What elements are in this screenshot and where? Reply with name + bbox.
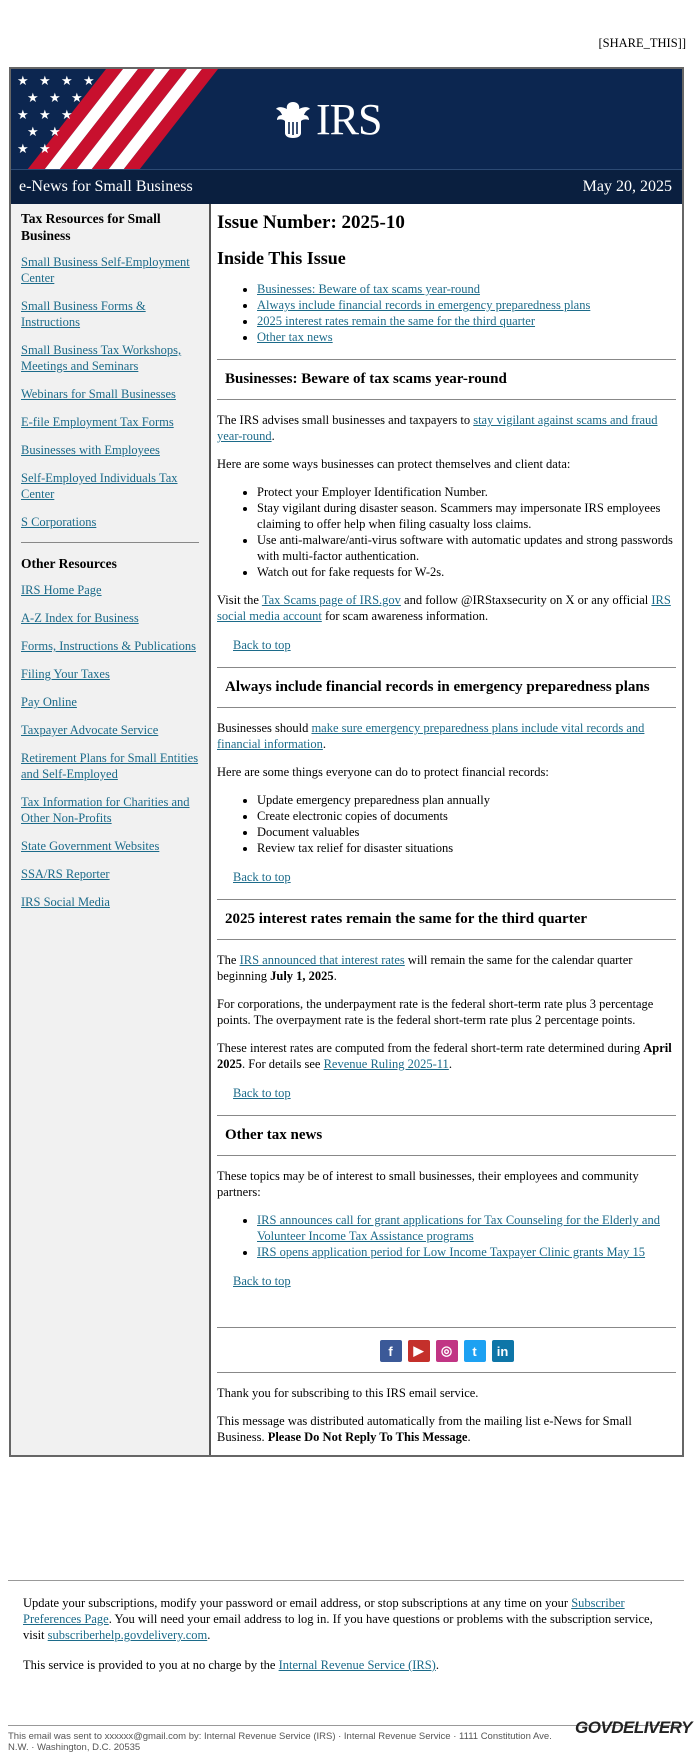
paragraph: Update your subscriptions, modify your password or email address, or stop subscriptions at any time on your Subscriber Preferences Page. You will need your email address to log in. If you have questions or problems with the subscription service, visit subscriberhelp.govdelivery.com. [23, 1596, 653, 1642]
svg-text:★: ★ [71, 91, 83, 106]
svg-text:★: ★ [27, 91, 39, 106]
news-link[interactable]: IRS announces call for grant applications for Tax Counseling for the Elderly and Volunteer Income Tax Assistance programs [257, 1213, 660, 1243]
paragraph: Businesses should make sure emergency preparedness plans include vital records and financial information. [217, 721, 645, 751]
twitter-icon[interactable]: t [464, 1340, 486, 1362]
sidebar-link[interactable]: Self-Employed Individuals Tax Center [21, 471, 178, 501]
svg-text:★: ★ [49, 125, 61, 140]
sidebar-link[interactable]: Webinars for Small Businesses [21, 387, 176, 401]
list-item: • Review tax relief for disaster situations [257, 840, 676, 856]
sidebar-divider [21, 542, 199, 543]
email-disclaimer: This email was sent to xxxxxx@gmail.com by: Internal Revenue Service (IRS) · Internal Revenue Service · 1111 Constitution Ave. N.W. · Washington, D.C. 20535 [8, 1725, 684, 1753]
revenue-ruling-link[interactable]: Revenue Ruling 2025-11 [323, 1057, 449, 1071]
title-bar [11, 169, 682, 204]
section-heading: Businesses: Beware of tax scams year-round [217, 360, 676, 400]
svg-text:★: ★ [61, 108, 73, 123]
govdelivery-logo[interactable]: GOVDELIVERY [575, 1718, 692, 1737]
toc-link[interactable]: Always include financial records in emergency preparedness plans [257, 298, 591, 312]
sidebar-link[interactable]: Forms, Instructions & Publications [21, 639, 196, 653]
sidebar-link[interactable]: Taxpayer Advocate Service [21, 723, 159, 737]
sidebar-link[interactable]: S Corporations [21, 515, 97, 529]
instagram-icon[interactable]: ◎ [436, 1340, 458, 1362]
irs-logo [274, 95, 382, 144]
news-list [217, 1212, 676, 1260]
social-icons [217, 1328, 676, 1372]
sidebar-link[interactable]: IRS Social Media [21, 895, 110, 909]
sidebar-link[interactable]: Tax Information for Charities and Other Non-Profits [21, 795, 190, 825]
bullet-list [217, 484, 676, 580]
toc-link[interactable]: Other tax news [257, 330, 333, 344]
back-to-top-link[interactable]: Back to top [233, 638, 291, 652]
distribution-notice: This message was distributed automatically from the mailing list e-News for Small Business. Please Do Not Reply To This Message. [217, 1414, 632, 1444]
svg-text:★: ★ [17, 108, 29, 123]
sidebar-link[interactable]: E-file Employment Tax Forms [21, 415, 174, 429]
svg-text:★: ★ [39, 74, 51, 89]
bullet-list [217, 792, 676, 856]
list-item: • Document valuables [257, 824, 676, 840]
tax-scams-link[interactable]: Tax Scams page of IRS.gov [261, 593, 401, 607]
paragraph: The IRS announced that interest rates will remain the same for the calendar quarter beginning July 1, 2025. [217, 953, 633, 983]
back-to-top-link[interactable]: Back to top [233, 870, 291, 884]
toc-link[interactable]: Businesses: Beware of tax scams year-round [257, 282, 480, 296]
youtube-icon[interactable]: ▶ [408, 1340, 430, 1362]
section-heading: Always include financial records in emergency preparedness plans [217, 668, 676, 708]
eagle-icon [274, 100, 312, 140]
sidebar-link[interactable]: State Government Websites [21, 839, 160, 853]
svg-text:★: ★ [49, 91, 61, 106]
newsletter-container [9, 67, 684, 1457]
paragraph: Here are some ways businesses can protect themselves and client data: [217, 457, 571, 471]
preparedness-link[interactable]: make sure emergency preparedness plans include vital records and financial information [217, 721, 645, 751]
toc-link[interactable]: 2025 interest rates remain the same for the third quarter [257, 314, 536, 328]
irs-link[interactable]: Internal Revenue Service (IRS) [278, 1658, 436, 1672]
subscriber-preferences-link[interactable]: Subscriber Preferences Page [23, 1596, 625, 1626]
news-link[interactable]: IRS opens application period for Low Income Taxpayer Clinic grants May 15 [257, 1245, 646, 1259]
inside-this-issue-heading: Inside This Issue [217, 248, 346, 268]
linkedin-icon[interactable]: in [492, 1340, 514, 1362]
svg-text:★: ★ [61, 74, 73, 89]
paragraph: These interest rates are computed from the federal short-term rate determined during April 2025. For details see Revenue Ruling 2025-11. [217, 1041, 672, 1071]
paragraph: The IRS advises small businesses and taxpayers to stay vigilant against scams and fraud year-round. [217, 413, 658, 443]
back-to-top-link[interactable]: Back to top [233, 1274, 291, 1288]
sidebar-heading-other-resources: Other Resources [21, 556, 117, 571]
list-item: • Stay vigilant during disaster season. Scammers may impersonate IRS employees claiming to offer help when filing casualty loss claims. [257, 500, 676, 532]
thanks-text: Thank you for subscribing to this IRS email service. [217, 1386, 479, 1400]
interest-rates-link[interactable]: IRS announced that interest rates [239, 953, 405, 967]
social-media-link[interactable]: IRS social media account [217, 593, 671, 623]
list-item: • Protect your Employer Identification Number. [257, 484, 676, 500]
sidebar [11, 204, 211, 1455]
back-to-top-link[interactable]: Back to top [233, 1086, 291, 1100]
newsletter-title: e-News for Small Business [19, 178, 193, 195]
list-item: • Update emergency preparedness plan annually [257, 792, 676, 808]
sidebar-link[interactable]: IRS Home Page [21, 583, 102, 597]
svg-text:★: ★ [39, 142, 51, 157]
paragraph: These topics may be of interest to small businesses, their employees and community partners: [217, 1169, 639, 1199]
sidebar-link[interactable]: SSA/RS Reporter [21, 867, 110, 881]
list-item: • Create electronic copies of documents [257, 808, 676, 824]
irs-logo-text: IRS [316, 95, 382, 144]
paragraph: Visit the Tax Scams page of IRS.gov and follow @IRStaxsecurity on X or any official IRS social media account for scam awareness information. [217, 593, 671, 623]
us-flag-graphic [11, 69, 226, 169]
sidebar-link[interactable]: Small Business Tax Workshops, Meetings and Seminars [21, 343, 182, 373]
sidebar-link[interactable]: Retirement Plans for Small Entities and Self-Employed [21, 751, 199, 781]
subscription-footer [8, 1580, 684, 1687]
sidebar-link[interactable]: Filing Your Taxes [21, 667, 110, 681]
share-this-link[interactable]: [SHARE_THIS]] [598, 36, 686, 50]
section-heading: 2025 interest rates remain the same for the third quarter [217, 900, 676, 940]
paragraph: This service is provided to you at no charge by the Internal Revenue Service (IRS). [23, 1658, 439, 1672]
scams-link[interactable]: stay vigilant against scams and fraud year-round [217, 413, 658, 443]
issue-number: Issue Number: 2025-10 [217, 212, 405, 233]
table-of-contents [217, 281, 676, 345]
sidebar-link[interactable]: Businesses with Employees [21, 443, 160, 457]
facebook-icon[interactable]: f [380, 1340, 402, 1362]
list-item: • Watch out for fake requests for W-2s. [257, 564, 676, 580]
sidebar-link[interactable]: Small Business Self-Employment Center [21, 255, 190, 285]
section-divider [217, 1372, 676, 1373]
svg-text:★: ★ [17, 74, 29, 89]
main-content [211, 204, 682, 1455]
sidebar-link[interactable]: Pay Online [21, 695, 77, 709]
list-item: • Use anti-malware/anti-virus software with automatic updates and strong passwords with multi-factor authentication. [257, 532, 676, 564]
sidebar-heading-tax-resources: Tax Resources for Small Business [21, 211, 161, 243]
paragraph: For corporations, the underpayment rate is the federal short-term rate plus 3 percentage points. The overpayment rate is the federal short-term rate plus 2 percentage points. [217, 997, 654, 1027]
paragraph: Here are some things everyone can do to protect financial records: [217, 765, 549, 779]
section-heading: Other tax news [217, 1116, 676, 1156]
header-banner [11, 69, 682, 169]
svg-text:★: ★ [27, 125, 39, 140]
svg-text:★: ★ [39, 108, 51, 123]
subscriber-help-link[interactable]: subscriberhelp.govdelivery.com [47, 1628, 208, 1642]
sidebar-link[interactable]: Small Business Forms & Instructions [21, 299, 146, 329]
svg-text:★: ★ [17, 142, 29, 157]
sidebar-link[interactable]: A-Z Index for Business [21, 611, 139, 625]
issue-date: May 20, 2025 [582, 178, 672, 195]
svg-text:★: ★ [83, 74, 95, 89]
